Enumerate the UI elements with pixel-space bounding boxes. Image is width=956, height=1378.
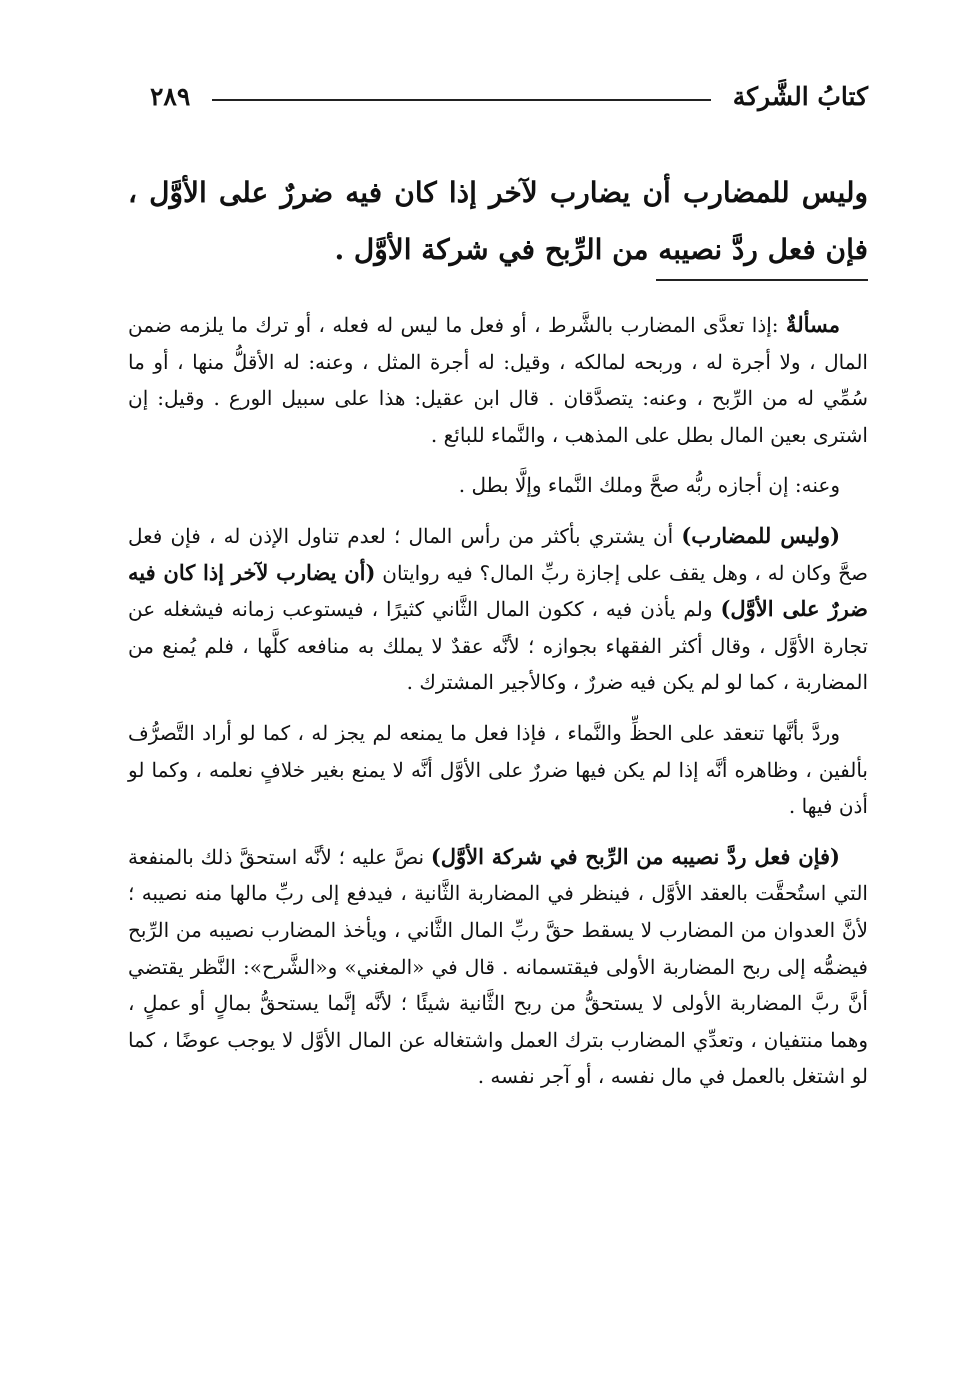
commentary — [128, 307, 868, 1109]
quoted-main-text: (وليس للمضارب) — [681, 522, 840, 548]
issue-term: مسألةٌ — [785, 312, 840, 337]
commentary-paragraph-2: وعنه: إن أجازه ربُّه صحَّ وملك النَّماء وإلَّا بطل . — [458, 473, 840, 498]
quoted-main-text: (فإن فعل ردَّ نصيبه من الرِّبح في شركة الأوَّل) — [430, 843, 840, 869]
running-title: كتابُ الشَّركة — [732, 81, 868, 111]
page-header — [150, 76, 868, 116]
commentary-paragraph-1 — [128, 307, 868, 453]
commentary-paragraph-4: وردَّ بأنَّها تنعقد على الحظِّ والنَّماء ، فإذا فعل ما يمنعه لم يجز له ، كما لو أراد التَّصرُّف بألفين ، وظاهره أنَّه إذا لم يكن فيها ضررٌ على الأوَّل أنَّه لا يمنع بغير خلافٍ نعلمه ، وكما لو أذن فيها . — [128, 720, 868, 819]
commentary-paragraph-3 — [128, 518, 868, 701]
main-text — [128, 164, 868, 278]
commentary-text: ولم يأذن فيه ، ككون المال الثَّاني كثيرًا ، فيستوعب زمانه فيشغله عن تجارة الأوَّل ، وقال أكثر الفقهاء بجوازه ؛ لأنَّه عقدٌ لا يملك به منافعه كلَّها ، فلم يُمنع من المضاربة ، كما لو لم يكن فيه ضررٌ ، وكالأجير المشترك . — [128, 597, 868, 695]
header-rule — [212, 99, 710, 101]
commentary-text: :إذا تعدَّى المضارب بالشَّرط ، أو فعل ما ليس له فعله ، أو ترك ما يلزمه ضمن المال ، ولا أجرة له ، وربحه لمالكه ، وقيل: له أجرة المثل ، وعنه: له الأقلُّ منها ، أو ما سُمِّي له من الرِّبح ، وعنه: يتصدَّقان . قال ابن عقيل: هذا على سبيل الورع . وقيل: إن اشترى بعين المال بطل على المذهب ، والنَّماء للبائع . — [128, 313, 868, 447]
quoted-main-text: (أن يضارب لآخر إذا كان فيه ضررٌ على الأوَّل) — [128, 559, 868, 622]
commentary-paragraph-5 — [128, 839, 868, 1095]
main-text-paragraph: وليس للمضارب أن يضارب لآخر إذا كان فيه ضررٌ على الأوَّل ، فإن فعل ردَّ نصيبه من الرِّبح في شركة الأوَّل . — [128, 176, 868, 266]
page-number: ٢٨٩ — [150, 81, 191, 111]
section-separator — [656, 279, 868, 281]
commentary-text: أن يشتري بأكثر من رأس المال ؛ لعدم تناول الإذن له ، فإن فعل صحَّ وكان له ، وهل يقف على إجازة ربِّ المال؟ فيه روايتان — [128, 523, 868, 585]
commentary-text: نصَّ عليه ؛ لأنَّه استحقَّ ذلك بالمنفعة التي استُحقَّت بالعقد الأوَّل ، فينظر في المضاربة الثَّانية ، فيدفع إلى ربِّ مالها منه نصيبه ؛ لأنَّ العدوان من المضارب لا يسقط حقَّ ربِّ المال الثَّاني ، ويأخذ المضارب نصيبه من الرِّبح فيضمُّه إلى ربح المضاربة الأولى فيقتسمانه . قال في «المغني» و«الشَّرح»: النَّظر يقتضي أنَّ ربَّ المضاربة الأولى لا يستحقُّ من ربح الثَّانية شيئًا ؛ لأنَّه إنَّما يستحقُّ بمالٍ أو عملٍ ، وهما منتفيان ، وتعدِّي المضارب بترك العمل واشتغاله عن المال الأوَّل لا يوجب عوضًا ، كما لو اشتغل بالعمل في مال نفسه ، أو آجر نفسه . — [128, 844, 868, 1089]
